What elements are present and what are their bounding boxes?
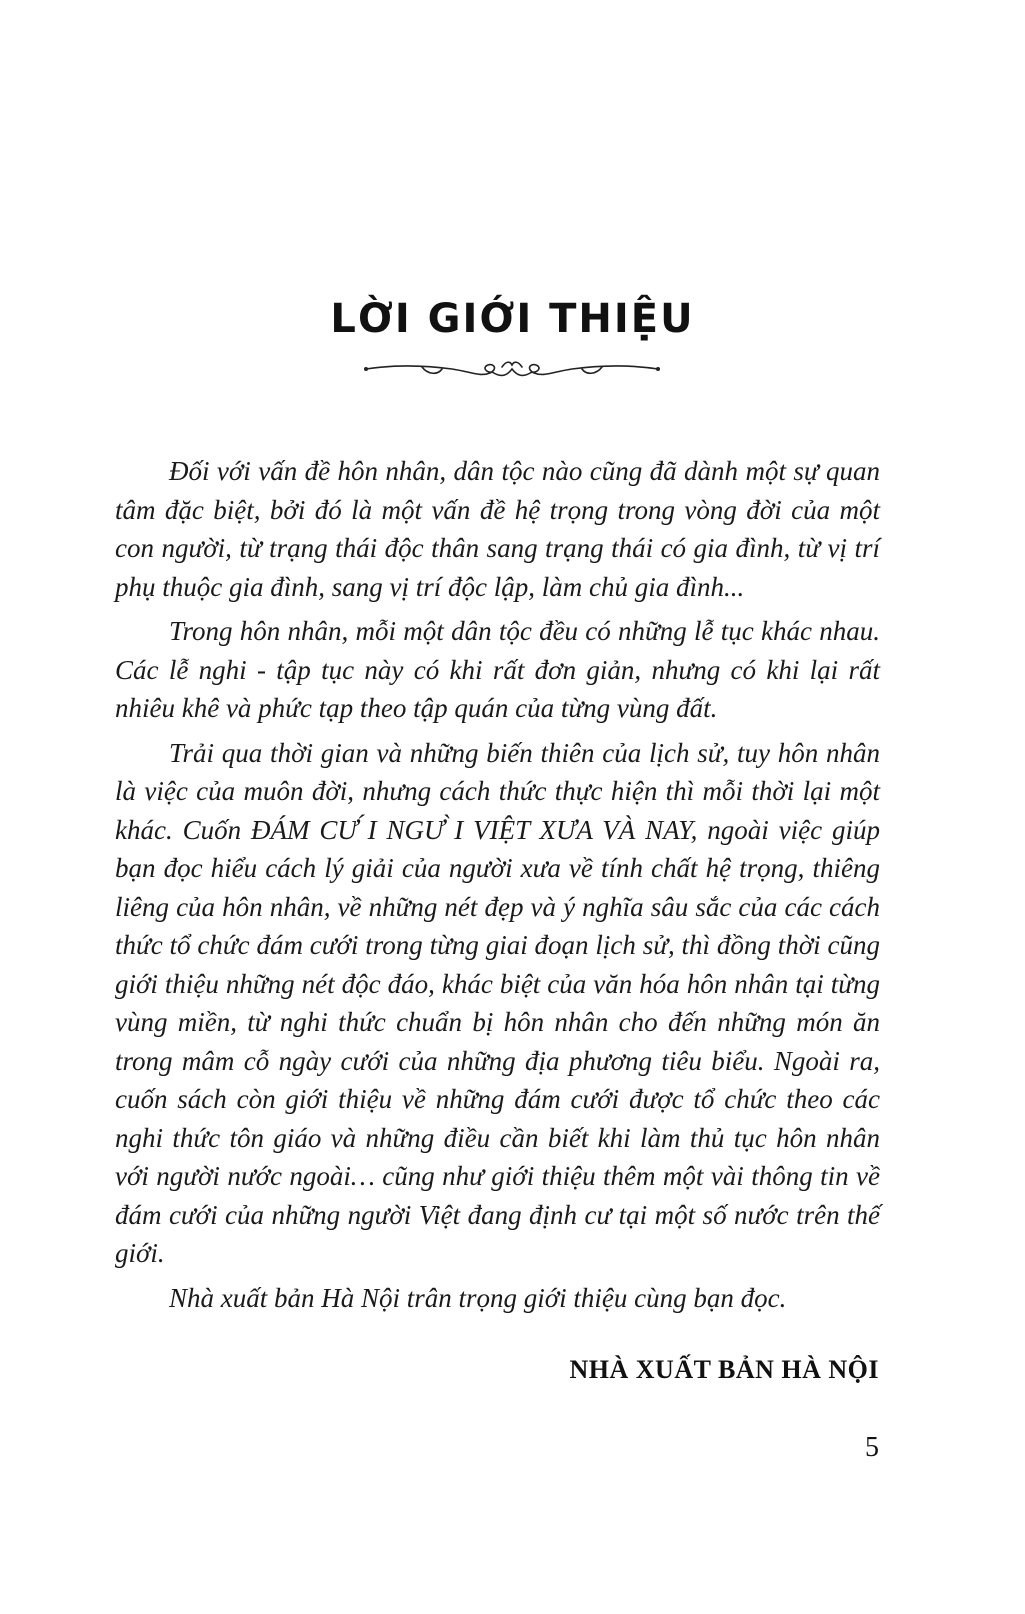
paragraph: Trải qua thời gian và những biến thiên của lịch sử, tuy hôn nhân là việc của muôn đời, nhưng cách thức thực hiện thì mỗi thời lại một khác. Cuốn ĐÁM CƯ ́I NGƯ ̀I VIỆT XƯA VÀ NAY, ngoài việc giúp bạn đọc hiểu cách lý giải của người xưa về tính chất hệ trọng, thiêng liêng của hôn nhân, về những nét đẹp và ý nghĩa sâu sắc của các cách thức tổ chức đám cưới trong từng giai đoạn lịch sử, thì đồng thời cũng giới thiệu những nét độc đáo, khác biệt của văn hóa hôn nhân tại từng vùng miền, từ nghi thức chuẩn bị hôn nhân cho đến những món ăn trong mâm cỗ ngày cưới của những địa phương tiêu biểu. Ngoài ra, cuốn sách còn giới thiệu về những đám cưới được tổ chức theo các nghi thức tôn giáo và những điều cần biết khi làm thủ tục hôn nhân với người nước ngoài… cũng như giới thiệu thêm một vài thông tin về đám cưới của những người Việt đang định cư tại một số nước trên thế giới. — [115, 737, 880, 1268]
paragraph: Trong hôn nhân, mỗi một dân tộc đều có những lễ tục khác nhau. Các lễ nghi - tập tục này có khi rất đơn giản, nhưng có khi lại rất nhiêu khê và phức tạp theo tập quán của từng vùng đất. — [115, 616, 880, 723]
page-title: LỜI GIỚI THIỆU — [330, 296, 695, 342]
paragraph: Nhà xuất bản Hà Nội trân trọng giới thiệu cùng bạn đọc. — [169, 1282, 787, 1313]
publisher-signature: NHÀ XUẤT BẢN HÀ NỘI — [569, 1355, 879, 1384]
flourish-divider-icon — [362, 355, 662, 385]
paragraph: Đối với vấn đề hôn nhân, dân tộc nào cũng đã dành một sự quan tâm đặc biệt, bởi đó là một vấn đề hệ trọng trong vòng đời của một con người, từ trạng thái độc thân sang trạng thái có gia đình, từ vị trí phụ thuộc gia đình, sang vị trí độc lập, làm chủ gia đình... — [115, 456, 880, 602]
page-number: 5 — [865, 1432, 879, 1463]
intro-body — [115, 452, 880, 1323]
